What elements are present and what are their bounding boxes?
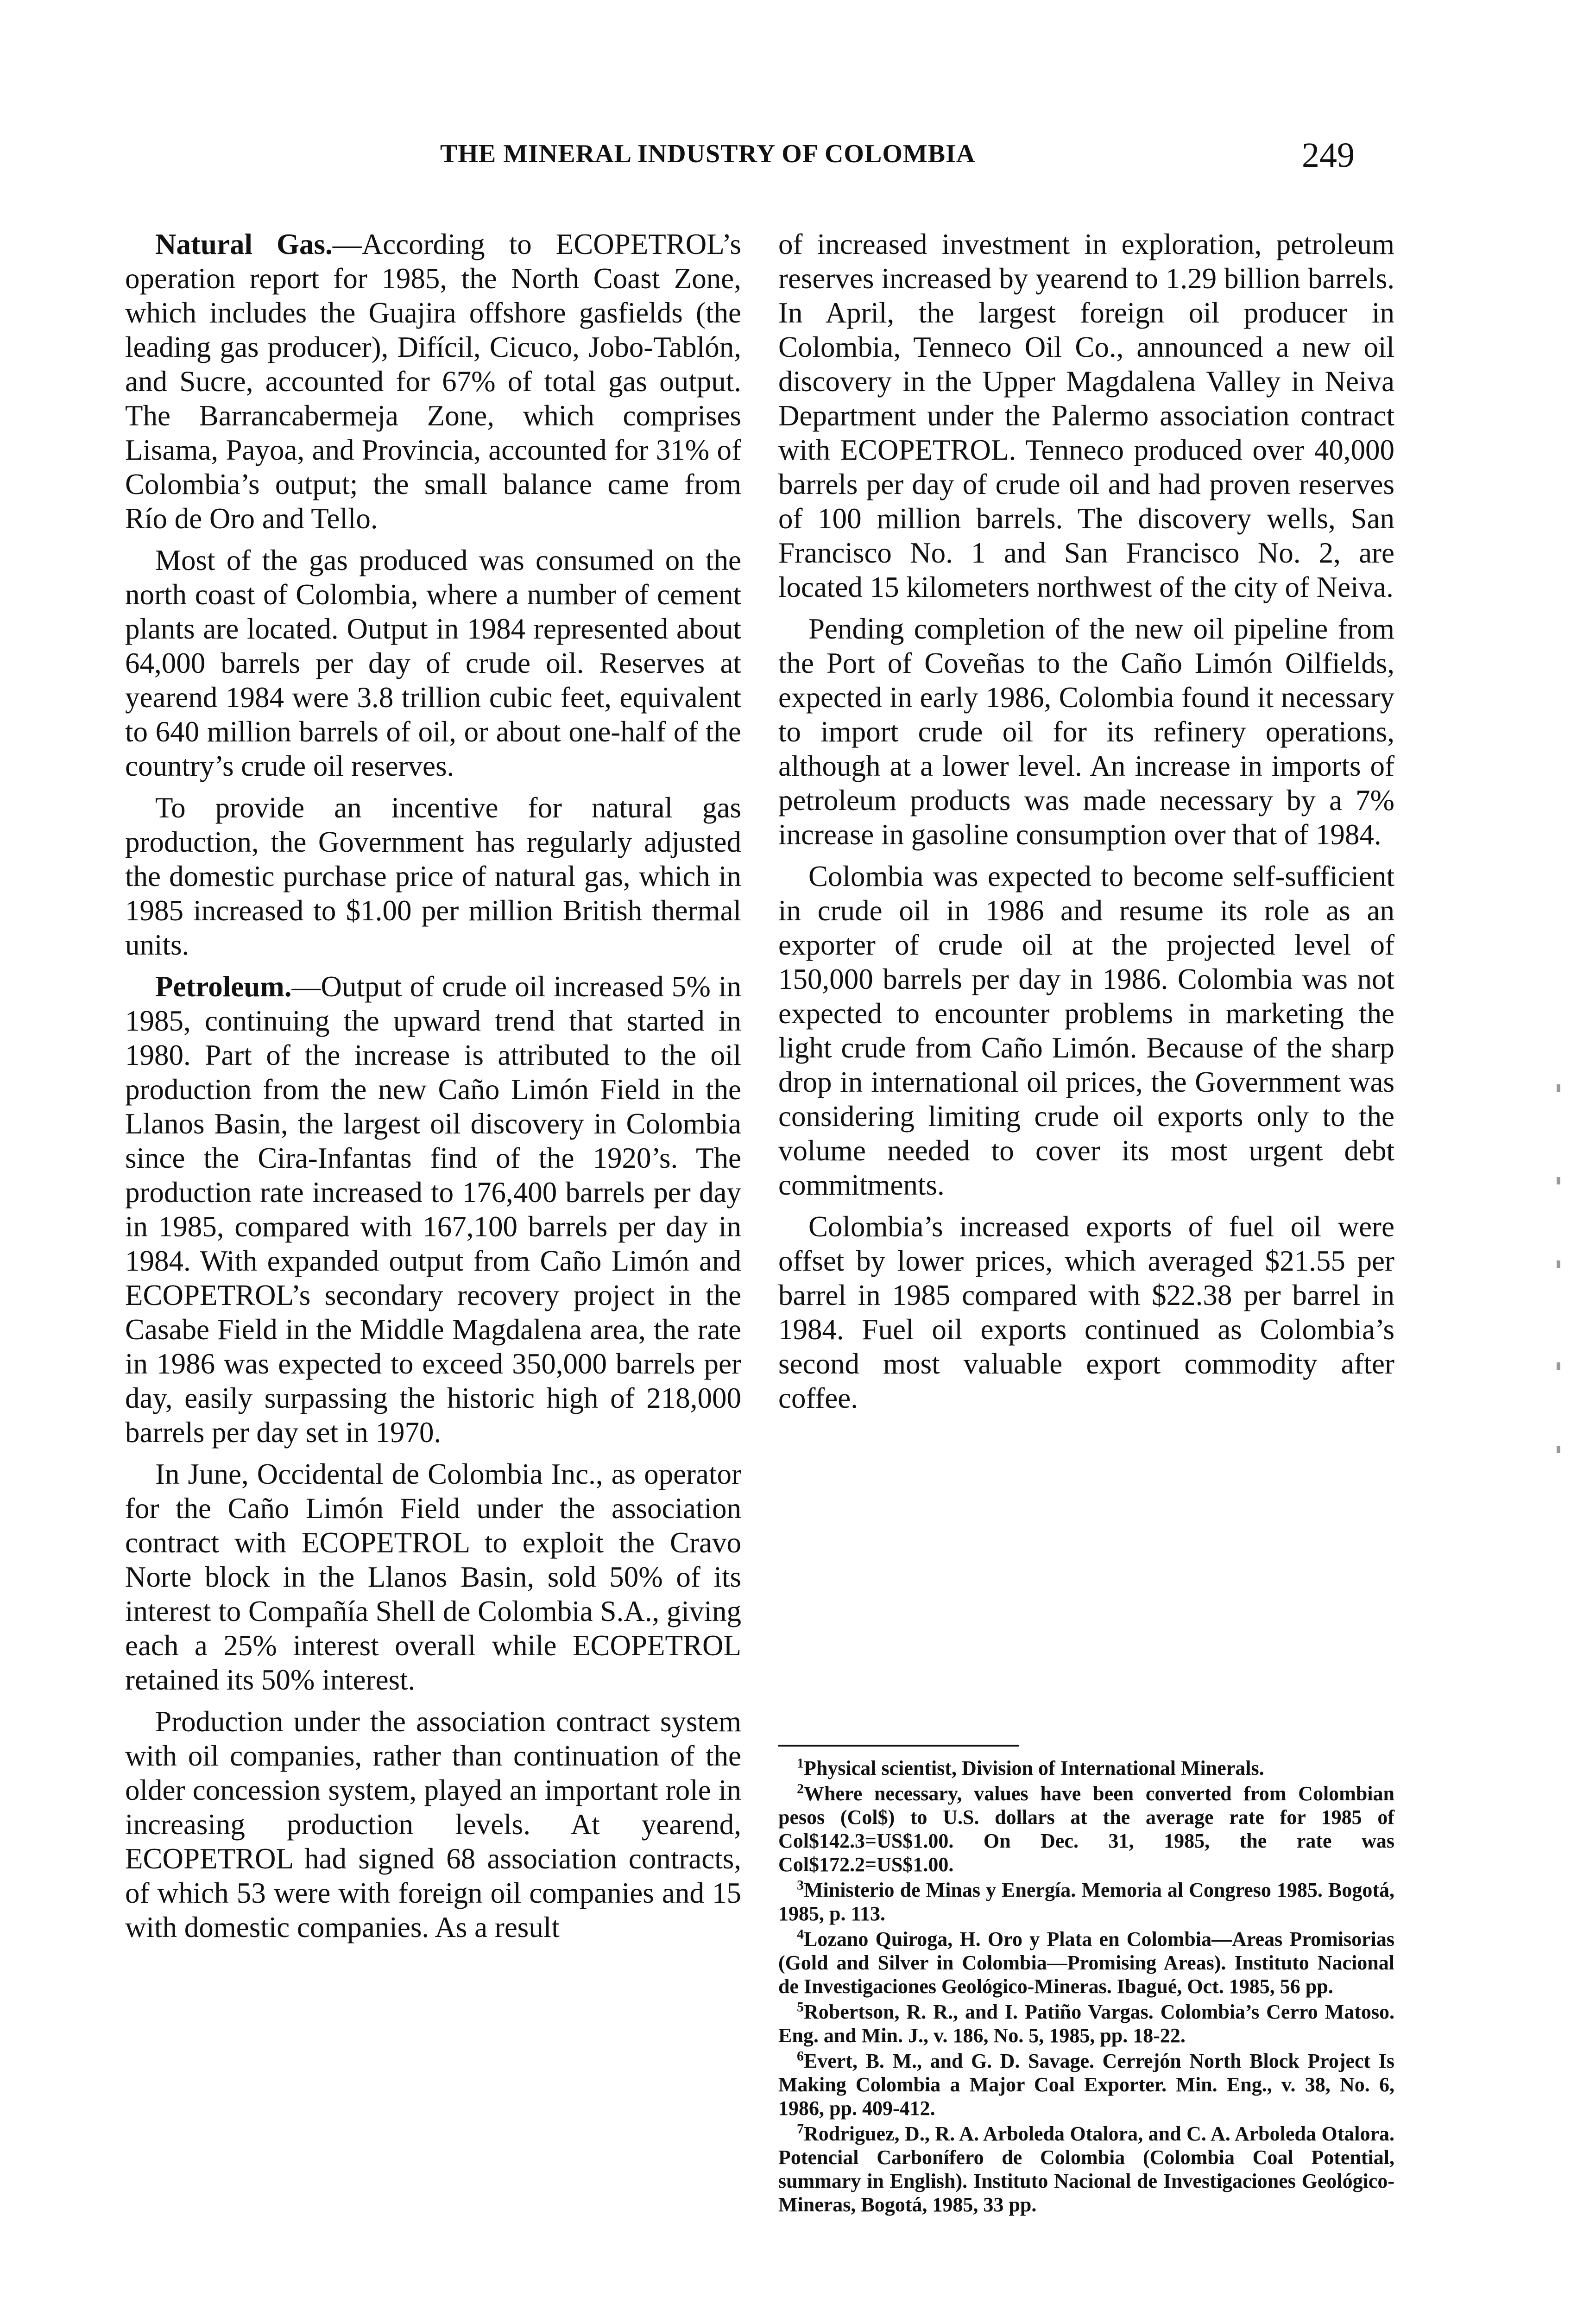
paragraph-continued: of increased investment in exploration, petroleum reserves increased by yearend to 1.29 billion barrels. In April, the largest foreign oil producer in Colombia, Tenneco Oil Co., announced a new oil discovery in the Upper Magdalena Valley in Neiva Department under the Palermo association contract with ECOPETROL. Tenneco produced over 40,000 barrels per day of crude oil and had proven reserves of 100 million barrels. The discovery wells, San Francisco No. 1 and San Francisco No. 2, are located 15 kilometers northwest of the city of Neiva. xyxy=(778,228,1394,603)
footnote-text: Ministerio de Minas y Energía. Memoria al Congreso 1985. Bogotá, 1985, p. 113. xyxy=(778,1879,1394,1925)
footnote-number: 3 xyxy=(797,1877,804,1893)
footnote-number: 4 xyxy=(797,1926,804,1942)
footnote-text: Lozano Quiroga, H. Oro y Plata en Colombia—Areas Promisorias (Gold and Silver in Colombia—Promising Areas). Instituto Nacional de Investigaciones Geológico-Mineras. Ibagué, Oct. 1985, 56 pp. xyxy=(778,1928,1394,1998)
scan-mark xyxy=(1557,1362,1560,1370)
scan-margin-marks xyxy=(1557,1066,1566,1483)
footnote-number: 7 xyxy=(797,2121,804,2137)
section-heading-natural-gas: Natural Gas. xyxy=(155,228,333,260)
paragraph: Colombia’s increased exports of fuel oil were offset by lower prices, which averaged $21.55 per barrel in 1985 compared with $22.38 per barrel in 1984. Fuel oil exports continued as Colombia’s second most valuable export commodity after coffee. xyxy=(778,1210,1394,1414)
footnote-text: Robertson, R. R., and I. Patiño Vargas. Colombia’s Cerro Matoso. Eng. and Min. J., v. 186, No. 5, 1985, pp. 18-22. xyxy=(778,2000,1394,2047)
footnote-number: 1 xyxy=(797,1755,804,1771)
paragraph-natural-gas xyxy=(125,227,741,536)
right-column xyxy=(778,227,1394,1423)
paragraph: Production under the association contract system with oil companies, rather than continuation of the older concession system, played an important role in increasing production levels. At yearend, ECOPETROL had signed 68 association contracts, of which 53 were with foreign oil companies and 15 with domestic companies. As a result xyxy=(125,1705,741,1943)
footnote-text: Physical scientist, Division of International Minerals. xyxy=(804,1757,1264,1779)
footnote xyxy=(778,1878,1394,1925)
paragraph-petroleum xyxy=(125,969,741,1450)
paragraph: Colombia was expected to become self-sufficient in crude oil in 1986 and resume its role as an exporter of crude oil at the projected level of 150,000 barrels per day in 1986. Colombia was not expected to encounter problems in marketing the light crude from Caño Limón. Because of the sharp drop in international oil prices, the Government was considering limiting crude oil exports only to the volume needed to cover its most urgent debt commitments. xyxy=(778,860,1394,1201)
footnote xyxy=(778,2000,1394,2047)
footnotes xyxy=(778,1756,1394,2218)
running-head: THE MINERAL INDUSTRY OF COLOMBIA xyxy=(440,139,976,168)
paragraph: Pending completion of the new oil pipeline from the Port of Coveñas to the Caño Limón Oilfields, expected in early 1986, Colombia found it necessary to import crude oil for its refinery operations, although at a lower level. An increase in imports of petroleum products was made necessary by a 7% increase in gasoline consumption over that of 1984. xyxy=(778,613,1394,851)
footnote xyxy=(778,2122,1394,2216)
scan-mark xyxy=(1557,1446,1560,1453)
scan-mark xyxy=(1557,1260,1560,1268)
footnote xyxy=(778,2049,1394,2120)
scan-mark xyxy=(1557,1177,1560,1184)
footnote-divider xyxy=(778,1745,1019,1747)
footnote-text: Evert, B. M., and G. D. Savage. Cerrejón North Block Project Is Making Colombia a Major Coal Exporter. Min. Eng., v. 38, No. 6, 1986, pp. 409-412. xyxy=(778,2050,1394,2120)
footnote-number: 2 xyxy=(797,1781,804,1797)
scan-mark xyxy=(1557,1084,1560,1092)
footnote-text: Rodriguez, D., R. A. Arboleda Otalora, and C. A. Arboleda Otalora. Potencial Carbonífero de Colombia (Colombia Coal Potential, summary in English). Instituto Nacional de Investigaciones Geológico-Mineras, Bogotá, 1985, 33 pp. xyxy=(778,2122,1394,2216)
paragraph: In June, Occidental de Colombia Inc., as operator for the Caño Limón Field under the association contract with ECOPETROL to exploit the Cravo Norte block in the Llanos Basin, sold 50% of its interest to Compañía Shell de Colombia S.A., giving each a 25% interest overall while ECOPETROL retained its 50% interest. xyxy=(125,1458,741,1696)
footnote-number: 6 xyxy=(797,2048,804,2064)
section-heading-petroleum: Petroleum. xyxy=(155,970,292,1003)
paragraph: To provide an incentive for natural gas production, the Government has regularly adjusted the domestic purchase price of natural gas, which in 1985 increased to $1.00 per million British thermal units. xyxy=(125,791,741,961)
paragraph: Most of the gas produced was consumed on the north coast of Colombia, where a number of cement plants are located. Output in 1984 represented about 64,000 barrels per day of crude oil. Reserves at yearend 1984 were 3.8 trillion cubic feet, equivalent to 640 million barrels of oil, or about one-half of the country’s crude oil reserves. xyxy=(125,544,741,782)
footnote xyxy=(778,1927,1394,1998)
paragraph-text: —According to ECOPETROL’s operation report for 1985, the North Coast Zone, which includes the Guajira offshore gasfields (the leading gas producer), Difícil, Cicuco, Jobo-Tablón, and Sucre, accounted for 67% of total gas output. The Barrancabermeja Zone, which comprises Lisama, Payoa, and Provincia, accounted for 31% of Colombia’s output; the small balance came from Río de Oro and Tello. xyxy=(125,228,741,535)
footnote-number: 5 xyxy=(797,1999,804,2015)
footnote xyxy=(778,1782,1394,1876)
footnote-text: Where necessary, values have been converted from Colombian pesos (Col$) to U.S. dollars at the average rate for 1985 of Col$142.3=US$1.00. On Dec. 31, 1985, the rate was Col$172.2=US$1.00. xyxy=(778,1782,1394,1876)
page-number: 249 xyxy=(1302,136,1355,175)
footnote xyxy=(778,1756,1394,1780)
left-column xyxy=(125,227,741,1952)
paragraph-text: —Output of crude oil increased 5% in 1985, continuing the upward trend that started in 1980. Part of the increase is attributed to the oil production from the new Caño Limón Field in the Llanos Basin, the largest oil discovery in Colombia since the Cira-Infantas find of the 1920’s. The production rate increased to 176,400 barrels per day in 1985, compared with 167,100 barrels per day in 1984. With expanded output from Caño Limón and ECOPETROL’s secondary recovery project in the Casabe Field in the Middle Magdalena area, the rate in 1986 was expected to exceed 350,000 barrels per day, easily surpassing the historic high of 218,000 barrels per day set in 1970. xyxy=(125,970,741,1449)
